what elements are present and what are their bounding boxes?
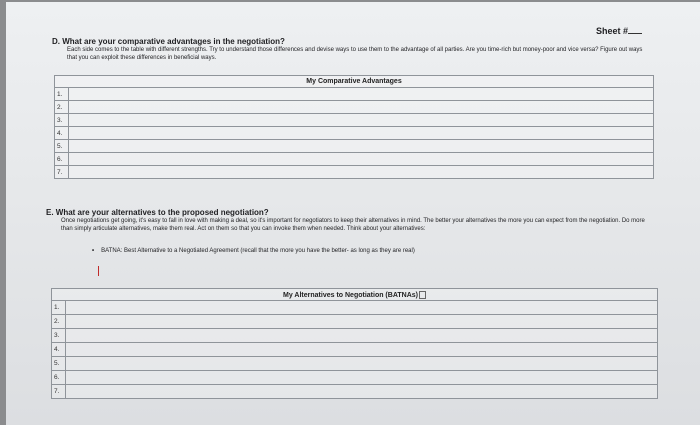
worksheet-page (6, 2, 700, 425)
answer-cell[interactable] (69, 153, 654, 166)
row-number: 4. (52, 343, 66, 357)
row-number: 3. (52, 329, 66, 343)
answer-cell[interactable] (69, 127, 654, 140)
section-e-title: E. What are your alternatives to the proposed negotiation? (46, 208, 269, 217)
row-number: 7. (52, 385, 66, 399)
row-number: 2. (52, 315, 66, 329)
table-row (52, 385, 658, 399)
batna-bullet-text: BATNA: Best Alternative to a Negotiated Agreement (recall that the more you have the better- as long as they are real) (101, 248, 415, 254)
text-cursor-icon (98, 266, 99, 276)
section-d-title: D. What are your comparative advantages in the negotiation? (52, 37, 285, 46)
table-row (52, 357, 658, 371)
answer-cell[interactable] (69, 166, 654, 179)
row-number: 5. (52, 357, 66, 371)
sheet-number: Sheet # (596, 25, 642, 36)
row-number: 7. (55, 166, 69, 179)
table-row (55, 114, 654, 127)
row-number: 1. (52, 301, 66, 315)
table-row (52, 343, 658, 357)
answer-cell[interactable] (66, 329, 658, 343)
answer-cell[interactable] (69, 88, 654, 101)
alternatives-header: My Alternatives to Negotiation (BATNAs) (52, 289, 658, 301)
answer-cell[interactable] (66, 315, 658, 329)
row-number: 6. (52, 371, 66, 385)
row-number: 1. (55, 88, 69, 101)
comparative-advantages-header: My Comparative Advantages (55, 76, 654, 88)
table-row (52, 301, 658, 315)
answer-cell[interactable] (66, 301, 658, 315)
table-row (55, 140, 654, 153)
table-row (55, 127, 654, 140)
answer-cell[interactable] (69, 140, 654, 153)
answer-cell[interactable] (69, 114, 654, 127)
table-row (52, 329, 658, 343)
alternatives-table (51, 288, 658, 399)
sheet-number-blank[interactable] (628, 25, 642, 34)
table-row (52, 315, 658, 329)
comparative-advantages-table (54, 75, 654, 179)
section-e-text: Once negotiations get going, it's easy to fall in love with making a deal, so it's important for negotiators to keep their alternatives in mind. The better your alternatives the more you can expect from the negotiation. Do more than simply articulate alternatives, make them real. Act on them so that you can invoke them when needed. Think about your alternatives: (61, 218, 645, 232)
table-row (55, 153, 654, 166)
section-d-text: Each side comes to the table with different strengths. Try to understand those differences and devise ways to use them to the advantage of all parties. Are you time-rich but money-poor and vice versa? Figure out ways that you can exploit these differences in beneficial ways. (67, 47, 643, 61)
answer-cell[interactable] (66, 357, 658, 371)
table-row (52, 371, 658, 385)
batna-bullet (92, 248, 415, 254)
row-number: 5. (55, 140, 69, 153)
row-number: 4. (55, 127, 69, 140)
answer-cell[interactable] (66, 343, 658, 357)
answer-cell[interactable] (66, 385, 658, 399)
answer-cell[interactable] (69, 101, 654, 114)
table-row (55, 88, 654, 101)
cell-marker-icon (419, 291, 426, 299)
answer-cell[interactable] (66, 371, 658, 385)
table-row (55, 101, 654, 114)
bullet-icon: • (92, 248, 95, 254)
row-number: 2. (55, 101, 69, 114)
table-row (55, 166, 654, 179)
row-number: 6. (55, 153, 69, 166)
row-number: 3. (55, 114, 69, 127)
